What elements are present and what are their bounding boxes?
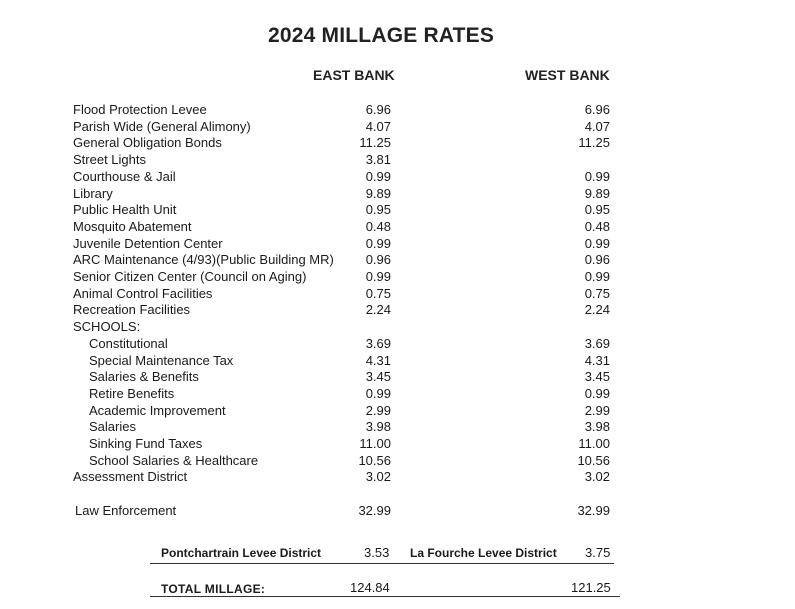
row-label: SCHOOLS: xyxy=(73,319,141,334)
east-bank-value: 3.69 xyxy=(365,336,391,351)
west-bank-value: 3.98 xyxy=(584,419,610,434)
row-label: Academic Improvement xyxy=(89,403,226,418)
table-row xyxy=(0,202,795,218)
west-bank-value: 0.99 xyxy=(584,169,610,184)
total-east-value: 124.84 xyxy=(350,580,390,595)
west-bank-value: 6.96 xyxy=(584,102,610,117)
table-row xyxy=(0,252,795,268)
total-divider xyxy=(150,596,620,597)
row-label: Mosquito Abatement xyxy=(73,219,192,234)
row-label: Courthouse & Jail xyxy=(73,169,176,184)
table-row xyxy=(0,319,795,335)
row-label: General Obligation Bonds xyxy=(73,135,222,150)
row-label: Retire Benefits xyxy=(89,386,175,401)
west-bank-value: 32.99 xyxy=(577,503,610,518)
east-bank-value: 32.99 xyxy=(358,503,391,518)
table-row xyxy=(0,152,795,168)
table-row xyxy=(0,269,795,285)
east-bank-value: 0.99 xyxy=(365,386,391,401)
west-bank-value: 4.07 xyxy=(584,119,610,134)
west-bank-value: 2.99 xyxy=(584,403,610,418)
table-row xyxy=(0,119,795,135)
east-bank-value: 0.99 xyxy=(365,269,391,284)
east-bank-value: 0.96 xyxy=(365,252,391,267)
west-bank-value: 0.95 xyxy=(584,202,610,217)
column-header-east-bank: EAST BANK xyxy=(313,67,395,83)
row-label: Sinking Fund Taxes xyxy=(89,436,203,451)
west-bank-value: 3.45 xyxy=(584,369,610,384)
east-bank-value: 2.99 xyxy=(365,403,391,418)
east-bank-value: 0.95 xyxy=(365,202,391,217)
row-label: Juvenile Detention Center xyxy=(73,236,223,251)
west-bank-value: 4.31 xyxy=(584,353,610,368)
west-bank-value: 0.96 xyxy=(584,252,610,267)
west-bank-value: 0.99 xyxy=(584,236,610,251)
table-row xyxy=(0,469,795,485)
total-millage-label: TOTAL MILLAGE: xyxy=(161,582,266,596)
column-header-west-bank: WEST BANK xyxy=(525,67,610,83)
row-label: Law Enforcement xyxy=(75,503,177,518)
east-bank-value: 0.48 xyxy=(365,219,391,234)
total-west-value: 121.25 xyxy=(571,580,611,595)
east-bank-value: 3.98 xyxy=(365,419,391,434)
table-row xyxy=(0,219,795,235)
row-label: Constitutional xyxy=(89,336,168,351)
lafourche-levee-value: 3.75 xyxy=(585,545,611,560)
levee-divider xyxy=(150,563,614,564)
row-label: Flood Protection Levee xyxy=(73,102,207,117)
west-bank-value: 0.99 xyxy=(584,269,610,284)
east-bank-value: 3.02 xyxy=(365,469,391,484)
table-row xyxy=(0,135,795,151)
east-bank-value: 11.00 xyxy=(359,436,391,451)
west-bank-value: 11.25 xyxy=(578,135,610,150)
table-row xyxy=(0,436,795,452)
row-label: Assessment District xyxy=(73,469,188,484)
table-row xyxy=(0,286,795,302)
table-row xyxy=(0,302,795,318)
table-row xyxy=(0,419,795,435)
pontchartrain-levee-label: Pontchartrain Levee District xyxy=(161,546,322,560)
row-label: Senior Citizen Center (Council on Aging) xyxy=(73,269,307,284)
west-bank-value: 9.89 xyxy=(584,186,610,201)
east-bank-value: 11.25 xyxy=(359,135,391,150)
table-row xyxy=(0,186,795,202)
east-bank-value: 0.99 xyxy=(365,169,391,184)
table-row xyxy=(0,102,795,118)
table-row xyxy=(0,453,795,469)
law-enforcement-row xyxy=(0,503,795,519)
table-row xyxy=(0,169,795,185)
west-bank-value: 10.56 xyxy=(577,453,610,468)
pontchartrain-levee-value: 3.53 xyxy=(364,545,390,560)
table-row xyxy=(0,369,795,385)
lafourche-levee-label: La Fourche Levee District xyxy=(410,546,557,560)
east-bank-value: 3.45 xyxy=(365,369,391,384)
row-label: ARC Maintenance (4/93)(Public Building MR) xyxy=(73,252,334,267)
east-bank-value: 0.99 xyxy=(365,236,391,251)
west-bank-value: 3.69 xyxy=(584,336,610,351)
row-label: School Salaries & Healthcare xyxy=(89,453,259,468)
west-bank-value: 0.48 xyxy=(584,219,610,234)
west-bank-value: 2.24 xyxy=(584,302,610,317)
table-row xyxy=(0,336,795,352)
east-bank-value: 2.24 xyxy=(365,302,391,317)
row-label: Recreation Facilities xyxy=(73,302,191,317)
east-bank-value: 9.89 xyxy=(365,186,391,201)
row-label: Salaries xyxy=(89,419,136,434)
east-bank-value: 4.31 xyxy=(365,353,391,368)
table-row xyxy=(0,353,795,369)
row-label: Public Health Unit xyxy=(73,202,177,217)
table-row xyxy=(0,236,795,252)
row-label: Parish Wide (General Alimony) xyxy=(73,119,251,134)
table-row xyxy=(0,403,795,419)
row-label: Animal Control Facilities xyxy=(73,286,213,301)
west-bank-value: 0.75 xyxy=(584,286,610,301)
row-label: Street Lights xyxy=(73,152,146,167)
row-label: Library xyxy=(73,186,113,201)
row-label: Salaries & Benefits xyxy=(89,369,199,384)
east-bank-value: 10.56 xyxy=(358,453,391,468)
west-bank-value: 11.00 xyxy=(578,436,610,451)
page-title: 2024 MILLAGE RATES xyxy=(268,24,495,47)
west-bank-value: 0.99 xyxy=(584,386,610,401)
east-bank-value: 3.81 xyxy=(365,152,391,167)
east-bank-value: 0.75 xyxy=(365,286,391,301)
row-label: Special Maintenance Tax xyxy=(89,353,234,368)
east-bank-value: 4.07 xyxy=(365,119,391,134)
table-row xyxy=(0,386,795,402)
west-bank-value: 3.02 xyxy=(584,469,610,484)
east-bank-value: 6.96 xyxy=(365,102,391,117)
